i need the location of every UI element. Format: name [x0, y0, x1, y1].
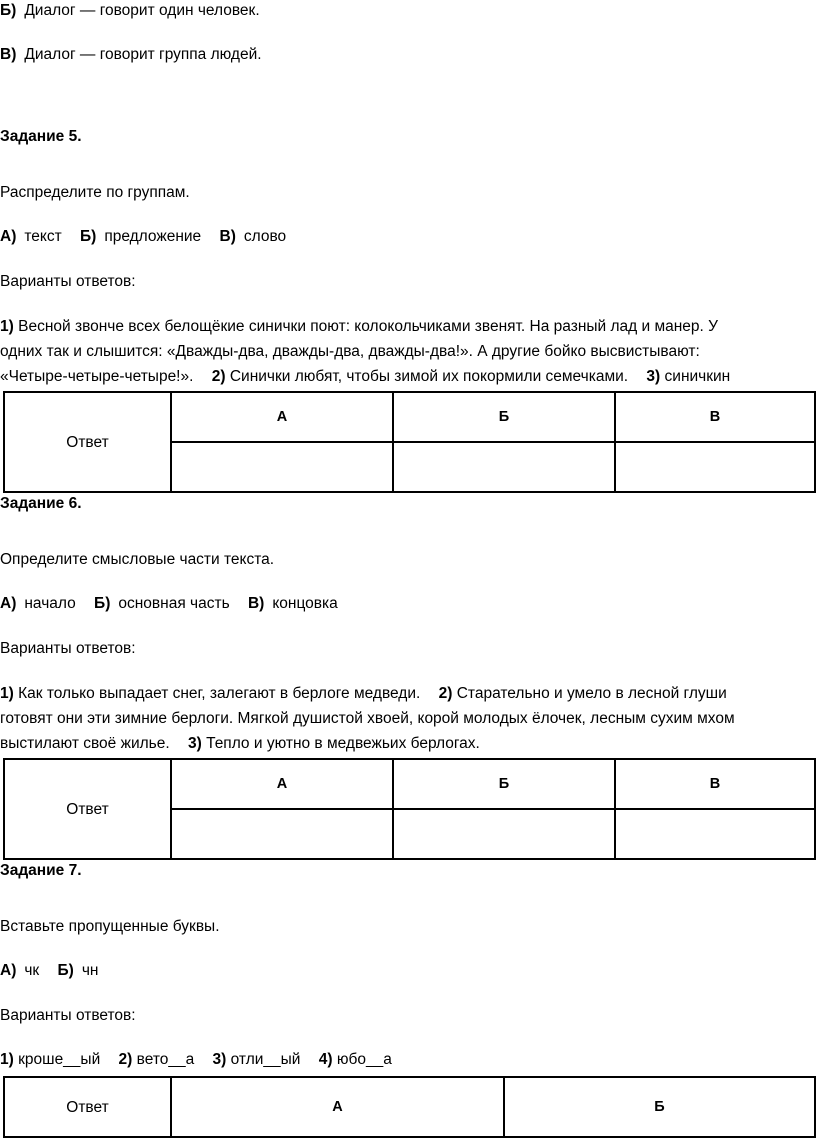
option-text: Диалог — говорит группа людей. [24, 46, 262, 63]
table-header-a: А [171, 1077, 504, 1137]
table-header-b: Б [504, 1077, 815, 1137]
task5-instruction: Распределите по группам. [0, 184, 190, 201]
table-header-b: Б [393, 759, 615, 809]
option-v-dialog-group [0, 44, 262, 65]
task5-variants-label: Варианты ответов: [0, 273, 136, 290]
task6-variants-label: Варианты ответов: [0, 640, 136, 657]
answer-cell-b[interactable] [393, 809, 615, 859]
task6-item-line-1: 1) Как только выпадает снег, залегают в берлоге медведи. 2) Старательно и умело в лесной глуши [0, 685, 727, 702]
task5-item-1-line-2: одних так и слышится: «Дважды-два, дважды-два, дважды-два!». А другие бойко высвистывают: [0, 343, 700, 360]
option-letter: В) [0, 46, 17, 63]
answer-cell-v[interactable] [615, 809, 815, 859]
task7-instruction: Вставьте пропущенные буквы. [0, 918, 220, 935]
task6-instruction: Определите смысловые части текста. [0, 551, 275, 568]
table-header-a: А [171, 759, 393, 809]
task5-answer-table [3, 391, 816, 493]
task5-options: А) текст Б) предложение В) слово [0, 228, 287, 245]
answer-cell-a[interactable] [171, 442, 393, 492]
task7-variants-label: Варианты ответов: [0, 1007, 136, 1024]
option-text: Диалог — говорит один человек. [24, 2, 260, 19]
task5-title: Задание 5. [0, 128, 82, 145]
answer-label: Ответ [4, 1077, 171, 1137]
task5-item-1-line-1: 1) Весной звонче всех белощёкие синички поют: колокольчиками звенят. На разный лад и манер. У [0, 318, 719, 335]
option-letter: Б) [0, 2, 17, 19]
answer-label: Ответ [4, 392, 171, 492]
answer-cell-a[interactable] [171, 809, 393, 859]
task7-title: Задание 7. [0, 862, 82, 879]
table-header-b: Б [393, 392, 615, 442]
table-header-v: В [615, 392, 815, 442]
table-header-v: В [615, 759, 815, 809]
task6-answer-table [3, 758, 816, 860]
option-b-dialog-one [0, 0, 260, 21]
task7-options: А) чк Б) чн [0, 962, 99, 979]
table-header-a: А [171, 392, 393, 442]
task6-options: А) начало Б) основная часть В) концовка [0, 595, 338, 612]
task7-items: 1) кроше__ый 2) вето__а 3) отли__ый 4) юбо__а [0, 1051, 392, 1068]
task5-item-1-line-3: «Четыре-четыре-четыре!». 2) Синички любят, чтобы зимой их покормили семечками. 3) синичкин [0, 368, 731, 385]
answer-cell-v[interactable] [615, 442, 815, 492]
task6-title: Задание 6. [0, 495, 82, 512]
answer-label: Ответ [4, 759, 171, 859]
task6-item-line-3: выстилают своё жилье. 3) Тепло и уютно в медвежьих берлогах. [0, 735, 480, 752]
answer-cell-b[interactable] [393, 442, 615, 492]
task6-item-line-2: готовят они эти зимние берлоги. Мягкой душистой хвоей, корой молодых ёлочек, лесным сухим мхом [0, 710, 735, 727]
